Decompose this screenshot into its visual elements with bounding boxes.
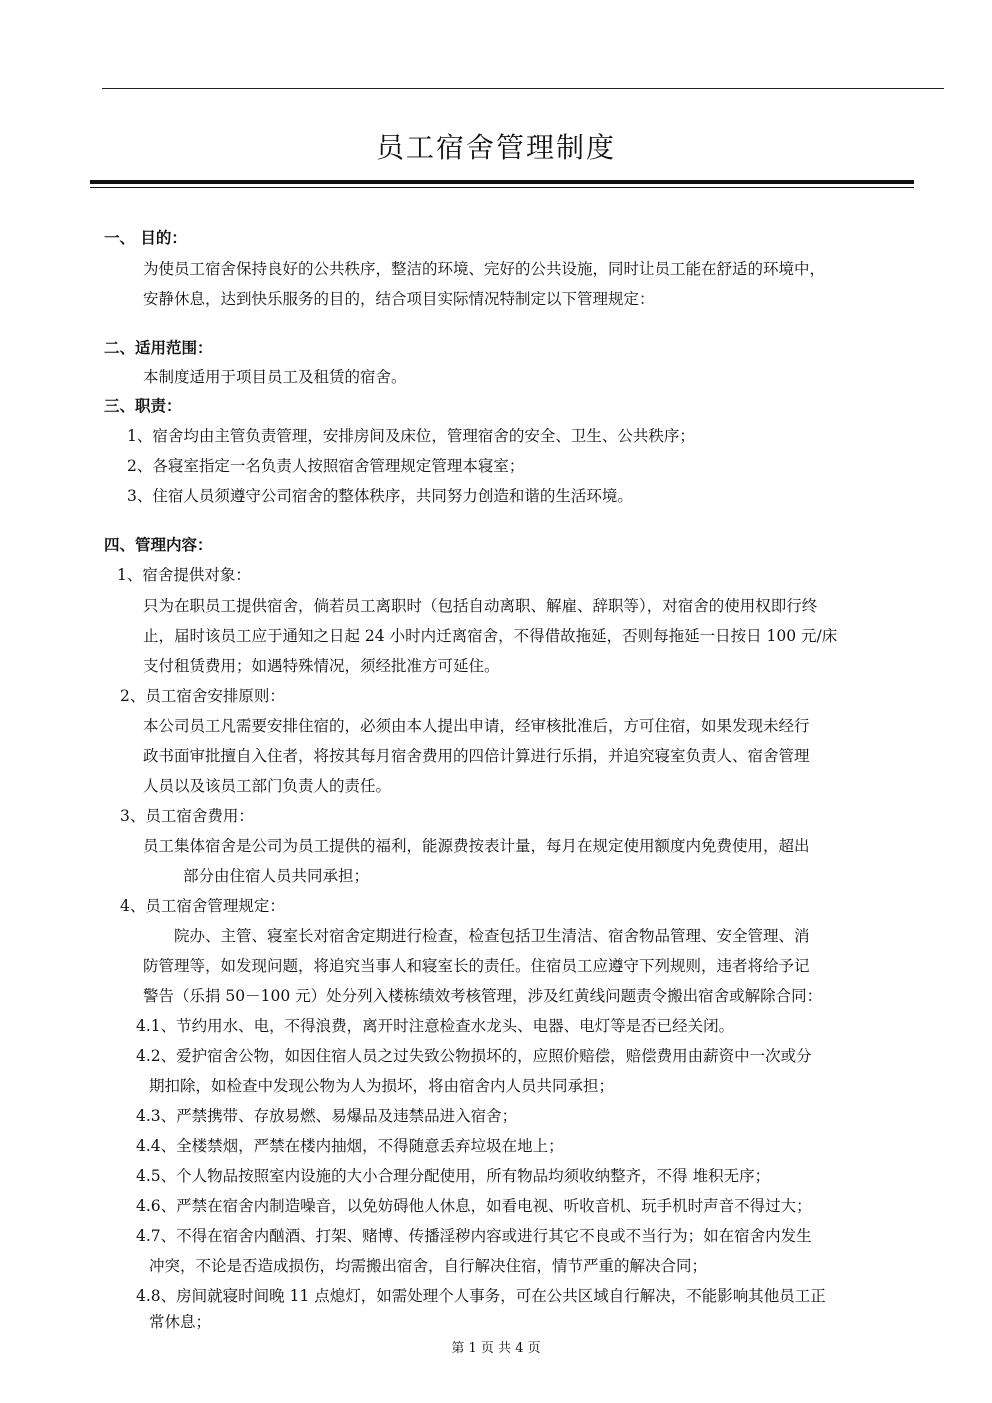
rule-item: 4.6、严禁在宿舍内制造噪音，以免妨碍他人休息，如看电视、听收音机、玩手机时声音不得过大；	[136, 1197, 812, 1215]
rule-item: 常休息；	[149, 1313, 212, 1331]
section-content-heading: 四、管理内容：	[104, 535, 213, 554]
rule-item: 期扣除，如检查中发现公物为人为损坏，将由宿舍内人员共同承担；	[149, 1077, 615, 1095]
header-rule	[102, 88, 944, 89]
sub4-line: 院办、主管、寝室长对宿舍定期进行检查，检查包括卫生清洁、宿舍物品管理、安全管理、消	[174, 927, 810, 945]
section-purpose-heading: 一、 目的：	[104, 228, 187, 247]
sub3-heading: 3、员工宿舍费用：	[120, 807, 254, 825]
sub1-heading: 1、宿舍提供对象：	[117, 566, 251, 584]
title-rule-thin	[90, 187, 914, 188]
sub1-line: 只为在职员工提供宿舍，倘若员工离职时（包括自动离职、解雇、辞职等），对宿舍的使用权即行终	[143, 597, 818, 615]
sub4-line: 警告（乐捐 50－100 元）处分列入楼栋绩效考核管理，涉及红黄线问题责令搬出宿舍或解除合同：	[143, 987, 823, 1005]
sub2-line: 本公司员工凡需要安排住宿的，必须由本人提出申请，经审核批准后，方可住宿，如果发现未经行	[143, 717, 810, 735]
duty-item: 1、宿舍均由主管负责管理，安排房间及床位，管理宿舍的安全、卫生、公共秩序；	[127, 427, 695, 445]
sub3-line: 员工集体宿舍是公司为员工提供的福利，能源费按表计量，每月在规定使用额度内免费使用，超出	[143, 837, 810, 855]
document-title: 员工宿舍管理制度	[375, 131, 616, 164]
sub1-line: 止，届时该员工应于通知之日起 24 小时内迁离宿舍，不得借故拖延，否则每拖延一日按日 100 元/床	[143, 627, 838, 645]
rule-item: 4.3、严禁携带、存放易燃、易爆品及违禁品进入宿舍；	[136, 1107, 518, 1125]
rule-item: 冲突，不论是否造成损伤，均需搬出宿舍，自行解决住宿，情节严重的解决合同；	[149, 1257, 708, 1275]
sub2-heading: 2、员工宿舍安排原则：	[120, 687, 285, 705]
sub2-line: 政书面审批擅自入住者，将按其每月宿舍费用的四倍计算进行乐捐，并追究寝室负责人、宿舍管理	[143, 747, 810, 765]
section-scope-heading: 二、适用范围：	[104, 338, 213, 357]
rule-item: 4.5、个人物品按照室内设施的大小合理分配使用，所有物品均须收纳整齐，不得 堆积无序；	[136, 1167, 771, 1185]
rule-item: 4.1、节约用水、电，不得浪费，离开时注意检查水龙头、电器、电灯等是否已经关闭。	[136, 1017, 735, 1035]
rule-item: 4.8、房间就寝时间晚 11 点熄灯，如需处理个人事务，可在公共区域自行解决，不能影响其他员工正	[136, 1287, 826, 1305]
section-duties-heading: 三、职责：	[104, 396, 182, 415]
rule-item: 4.7、不得在宿舍内酗酒、打架、赌博、传播淫秽内容或进行其它不良或不当行为；如在宿舍内发生	[136, 1227, 812, 1245]
duty-item: 3、住宿人员须遵守公司宿舍的整体秩序，共同努力创造和谐的生活环境。	[127, 487, 633, 505]
section-purpose-line-1: 为使员工宿舍保持良好的公共秩序，整洁的环境、完好的公共设施，同时让员工能在舒适的环境中，	[143, 260, 826, 278]
section-purpose-line-2: 安静休息，达到快乐服务的目的，结合项目实际情况特制定以下管理规定：	[143, 290, 655, 308]
rule-item: 4.2、爱护宿舍公物，如因住宿人员之过失致公物损坏的，应照价赔偿，赔偿费用由薪资中一次或分	[136, 1047, 812, 1065]
title-rule-thick	[90, 180, 914, 184]
rule-item: 4.4、全楼禁烟，严禁在楼内抽烟，不得随意丢弃垃圾在地上；	[136, 1137, 564, 1155]
page-footer: 第 1 页 共 4 页	[451, 1341, 541, 1356]
duty-item: 2、各寝室指定一名负责人按照宿舍管理规定管理本寝室；	[127, 457, 525, 475]
sub2-line: 人员以及该员工部门负责人的责任。	[143, 777, 392, 795]
sub3-line: 部分由住宿人员共同承担；	[183, 867, 370, 885]
sub1-line: 支付租赁费用；如遇特殊情况，须经批准方可延住。	[143, 657, 500, 675]
section-scope-line-1: 本制度适用于项目员工及租赁的宿舍。	[143, 368, 407, 386]
sub4-heading: 4、员工宿舍管理规定：	[120, 897, 285, 915]
sub4-line: 防管理等，如发现问题，将追究当事人和寝室长的责任。住宿员工应遵守下列规则，违者将给予记	[143, 957, 810, 975]
